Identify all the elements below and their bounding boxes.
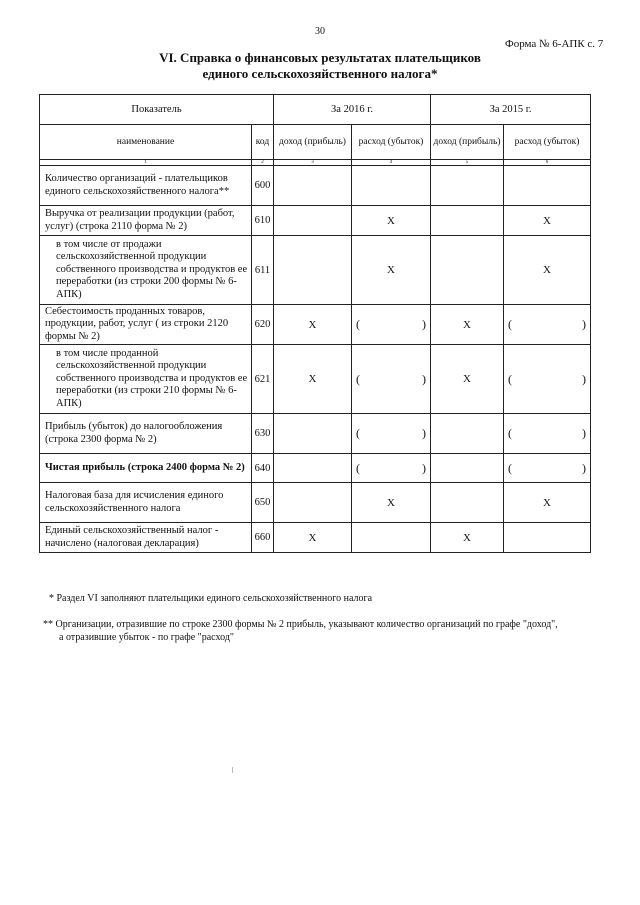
row-code: 650	[252, 483, 274, 523]
header-indicator: Показатель	[40, 95, 274, 125]
row-code: 600	[252, 166, 274, 206]
row-code: 610	[252, 206, 274, 236]
close-bracket: )	[582, 371, 587, 386]
close-bracket: )	[422, 317, 427, 331]
value-cell-c3[interactable]: X	[274, 345, 352, 414]
value-cell-c5[interactable]	[431, 166, 504, 206]
table-row	[40, 414, 591, 454]
header-expense-2016: расход (убыток)	[352, 125, 431, 160]
value-cell-c4[interactable]: X	[352, 206, 431, 236]
row-name-text: в том числе от продажи сельскохозяйственной продукции собственного производства и продуктов ее переработки (из строки 200 формы № 6-АПК)	[56, 238, 248, 300]
table-row	[40, 305, 591, 345]
header-year-2015: За 2015 г.	[431, 95, 591, 125]
table-row	[40, 454, 591, 483]
column-number: 1	[40, 160, 252, 166]
value-cell-c3[interactable]: X	[274, 523, 352, 553]
row-name-text: Себестоимость проданных товаров, продукции, работ, услуг ( из строки 2120 формы № 2)	[45, 305, 229, 342]
row-code: 620	[252, 305, 274, 345]
value-cell-c6[interactable]	[504, 414, 591, 454]
row-name	[40, 305, 252, 345]
row-name-text: Чистая прибыль (строка 2400 форма № 2)	[45, 461, 245, 473]
row-code: 611	[252, 236, 274, 305]
value-cell-c6[interactable]: X	[504, 483, 591, 523]
negative-value-brackets	[352, 461, 430, 476]
open-bracket: (	[356, 460, 360, 475]
row-name	[40, 236, 252, 305]
value-cell-c6[interactable]: X	[504, 206, 591, 236]
row-name-text: Прибыль (убыток) до налогообложения (строка 2300 форма № 2)	[45, 421, 223, 445]
close-bracket: )	[582, 317, 587, 331]
column-number: 3	[274, 160, 352, 166]
row-code: 640	[252, 454, 274, 483]
table-row	[40, 523, 591, 553]
section-title-line-1: VI. Справка о финансовых результатах плательщиков	[159, 50, 481, 65]
value-cell-c3[interactable]: X	[274, 305, 352, 345]
negative-value-brackets	[504, 317, 590, 332]
value-cell-c3[interactable]	[274, 483, 352, 523]
row-name	[40, 345, 252, 414]
open-bracket: (	[508, 426, 513, 440]
value-cell-c6[interactable]: X	[504, 236, 591, 305]
column-number: 5	[431, 160, 504, 166]
value-cell-c5[interactable]	[431, 206, 504, 236]
table-row	[40, 345, 591, 414]
row-name-text: Единый сельскохозяйственный налог - начислено (налоговая декларация)	[45, 525, 219, 549]
row-name	[40, 166, 252, 206]
scan-mark	[232, 767, 233, 773]
column-number: 2	[252, 160, 274, 166]
close-bracket: )	[422, 460, 427, 475]
section-title-line-2: единого сельскохозяйственного налога*	[202, 66, 438, 81]
value-cell-c5[interactable]	[431, 454, 504, 483]
header-row-2	[40, 125, 591, 160]
value-cell-c5[interactable]: X	[431, 305, 504, 345]
value-cell-c6[interactable]	[504, 305, 591, 345]
value-cell-c3[interactable]	[274, 236, 352, 305]
row-name	[40, 206, 252, 236]
value-cell-c5[interactable]	[431, 236, 504, 305]
table-row	[40, 166, 591, 206]
negative-value-brackets	[504, 426, 590, 441]
column-number: 6	[504, 160, 591, 166]
value-cell-c5[interactable]: X	[431, 523, 504, 553]
open-bracket: (	[356, 317, 360, 331]
value-cell-c6[interactable]	[504, 523, 591, 553]
row-name-text: Количество организаций - плательщиков единого сельскохозяйственного налога**	[45, 173, 230, 197]
close-bracket: )	[582, 460, 587, 475]
header-name: наименование	[40, 125, 252, 160]
form-reference: Форма № 6-АПК с. 7	[505, 38, 604, 50]
value-cell-c4[interactable]	[352, 305, 431, 345]
row-name	[40, 454, 252, 483]
value-cell-c5[interactable]	[431, 483, 504, 523]
negative-value-brackets	[352, 317, 430, 332]
open-bracket: (	[508, 371, 513, 386]
negative-value-brackets	[352, 426, 430, 441]
header-row-1	[40, 95, 591, 125]
table-row	[40, 206, 591, 236]
section-title	[0, 50, 640, 82]
value-cell-c5[interactable]: X	[431, 345, 504, 414]
footnote-2	[43, 618, 603, 644]
table-row	[40, 483, 591, 523]
header-year-2016: За 2016 г.	[274, 95, 431, 125]
value-cell-c6[interactable]	[504, 166, 591, 206]
value-cell-c6[interactable]	[504, 345, 591, 414]
footnote-2-line-2: а отразившие убыток - по графе "расход"	[59, 632, 234, 643]
financial-results-table	[39, 94, 591, 553]
negative-value-brackets	[352, 372, 430, 387]
row-name-text: в том числе проданной сельскохозяйственной продукции собственного производства и продуктов ее переработки (из строки 210 формы № 6-АПК)	[56, 347, 248, 409]
close-bracket: )	[582, 426, 587, 440]
value-cell-c4[interactable]	[352, 166, 431, 206]
value-cell-c4[interactable]: X	[352, 236, 431, 305]
close-bracket: )	[422, 371, 427, 386]
close-bracket: )	[422, 426, 427, 440]
row-code: 660	[252, 523, 274, 553]
row-name-text: Выручка от реализации продукции (работ, услуг) (строка 2110 форма № 2)	[45, 208, 235, 232]
value-cell-c3[interactable]	[274, 166, 352, 206]
header-expense-2015: расход (убыток)	[504, 125, 591, 160]
negative-value-brackets	[504, 372, 590, 387]
row-name	[40, 523, 252, 553]
row-name	[40, 414, 252, 454]
row-name	[40, 483, 252, 523]
column-number: 4	[352, 160, 431, 166]
negative-value-brackets	[504, 461, 590, 476]
value-cell-c3[interactable]	[274, 454, 352, 483]
header-income-2015: доход (прибыль)	[431, 125, 504, 160]
value-cell-c4[interactable]	[352, 345, 431, 414]
footnote-2-line-1: ** Организации, отразившие по строке 2300 формы № 2 прибыль, указывают количество организаций по графе "доход",	[43, 619, 558, 630]
open-bracket: (	[356, 371, 360, 386]
row-code: 630	[252, 414, 274, 454]
open-bracket: (	[356, 426, 360, 440]
value-cell-c3[interactable]	[274, 206, 352, 236]
page-number: 30	[315, 26, 325, 37]
table-row	[40, 236, 591, 305]
value-cell-c6[interactable]	[504, 454, 591, 483]
value-cell-c4[interactable]	[352, 414, 431, 454]
open-bracket: (	[508, 460, 513, 475]
header-code: код	[252, 125, 274, 160]
value-cell-c4[interactable]	[352, 523, 431, 553]
value-cell-c5[interactable]	[431, 414, 504, 454]
value-cell-c4[interactable]: X	[352, 483, 431, 523]
header-income-2016: доход (прибыль)	[274, 125, 352, 160]
value-cell-c3[interactable]	[274, 414, 352, 454]
row-name-text: Налоговая база для исчисления единого сельскохозяйственного налога	[45, 490, 224, 514]
row-code: 621	[252, 345, 274, 414]
open-bracket: (	[508, 317, 513, 331]
value-cell-c4[interactable]	[352, 454, 431, 483]
footnote-1: * Раздел VI заполняют плательщики единого сельскохозяйственного налога	[49, 593, 373, 604]
